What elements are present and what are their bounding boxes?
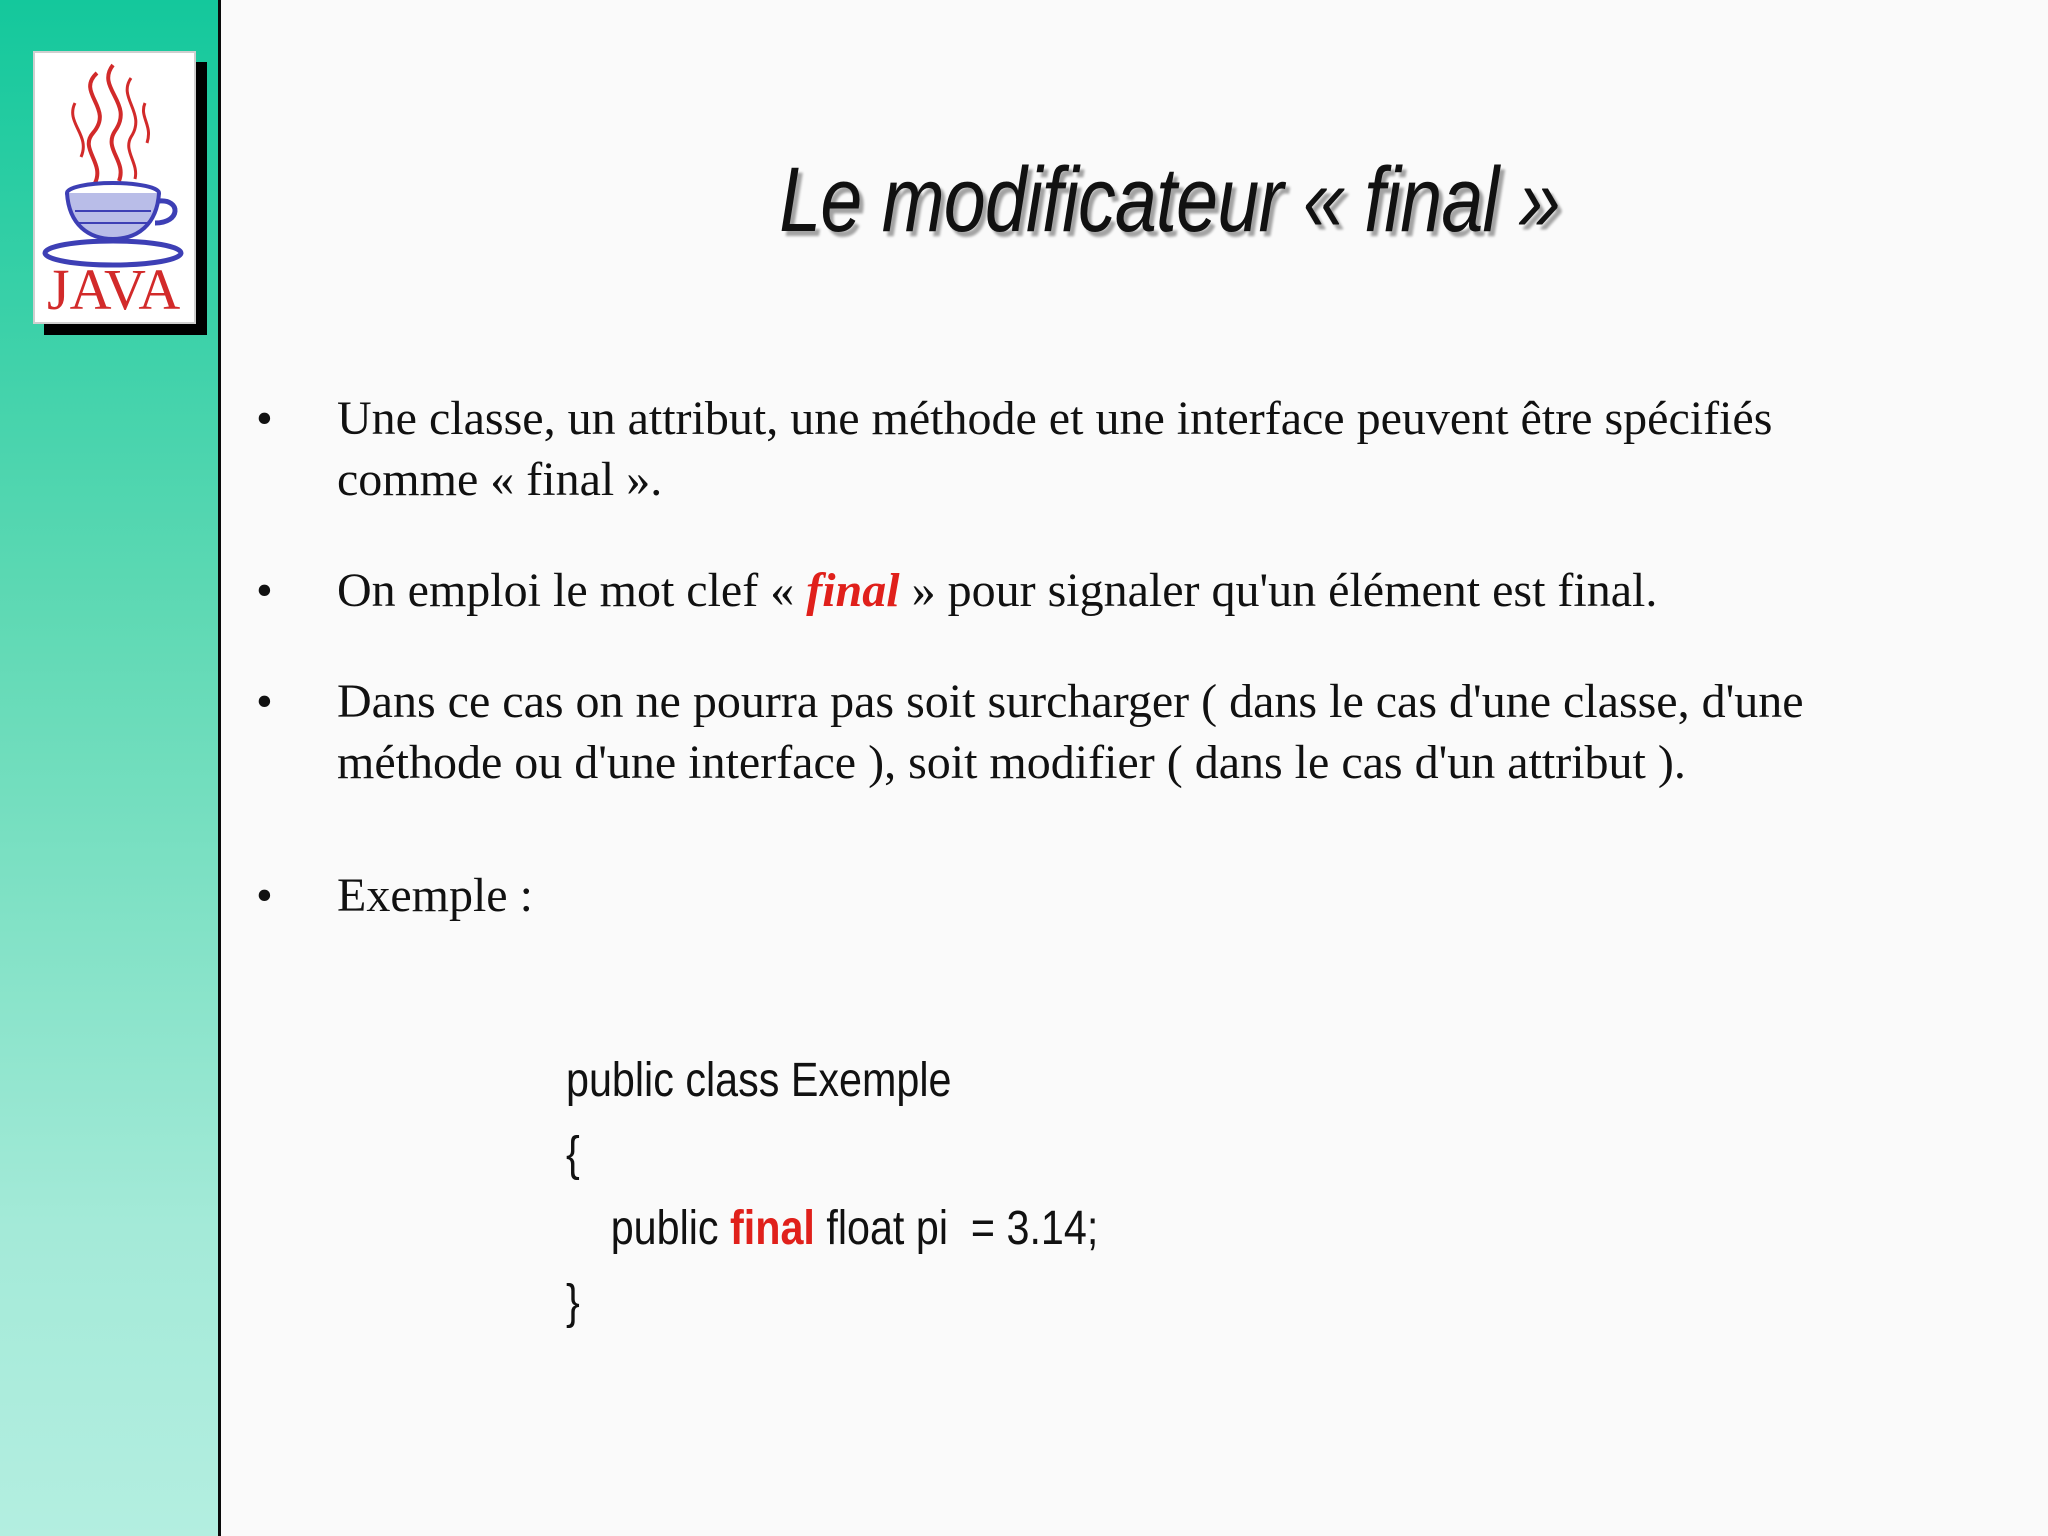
list-item xyxy=(250,560,1900,621)
bullet-list xyxy=(250,388,1900,976)
code-final-keyword: final xyxy=(730,1202,815,1255)
java-coffee-cup-icon xyxy=(35,53,194,322)
code-rest: float pi = 3.14; xyxy=(814,1202,1099,1255)
bullet-text: Une classe, un attribut, une méthode et une interface peuvent être spécifiés comme « final ». xyxy=(337,392,1773,506)
bullet-marker: • xyxy=(256,392,273,445)
bullet-text: Exemple : xyxy=(337,869,533,922)
bullet-text: Dans ce cas on ne pourra pas soit surcharger ( dans le cas d'une classe, d'une méthode ou d'une interface ), soit modifier ( dans le cas d'un attribut ). xyxy=(337,675,1804,789)
java-logo xyxy=(33,51,196,324)
bullet-marker: • xyxy=(256,675,273,728)
bullet-text-before: On emploi le mot clef « xyxy=(337,564,807,617)
page-title: Le modificateur « final » xyxy=(779,149,1560,251)
list-item xyxy=(250,865,1900,926)
code-public: public xyxy=(610,1202,731,1255)
code-line-class: public class Exemple xyxy=(566,1054,952,1107)
bullet-text-after: » pour signaler qu'un élément est final. xyxy=(899,564,1658,617)
code-line-field xyxy=(566,1192,1098,1266)
code-close-brace: } xyxy=(566,1276,580,1329)
final-keyword: final xyxy=(806,564,900,617)
list-item xyxy=(250,388,1900,510)
list-item xyxy=(250,671,1900,793)
code-open-brace: { xyxy=(566,1128,580,1181)
bullet-marker: • xyxy=(256,869,273,922)
java-logo-text: JAVA xyxy=(47,257,181,322)
bullet-marker: • xyxy=(256,564,273,617)
code-example xyxy=(566,1044,1098,1340)
